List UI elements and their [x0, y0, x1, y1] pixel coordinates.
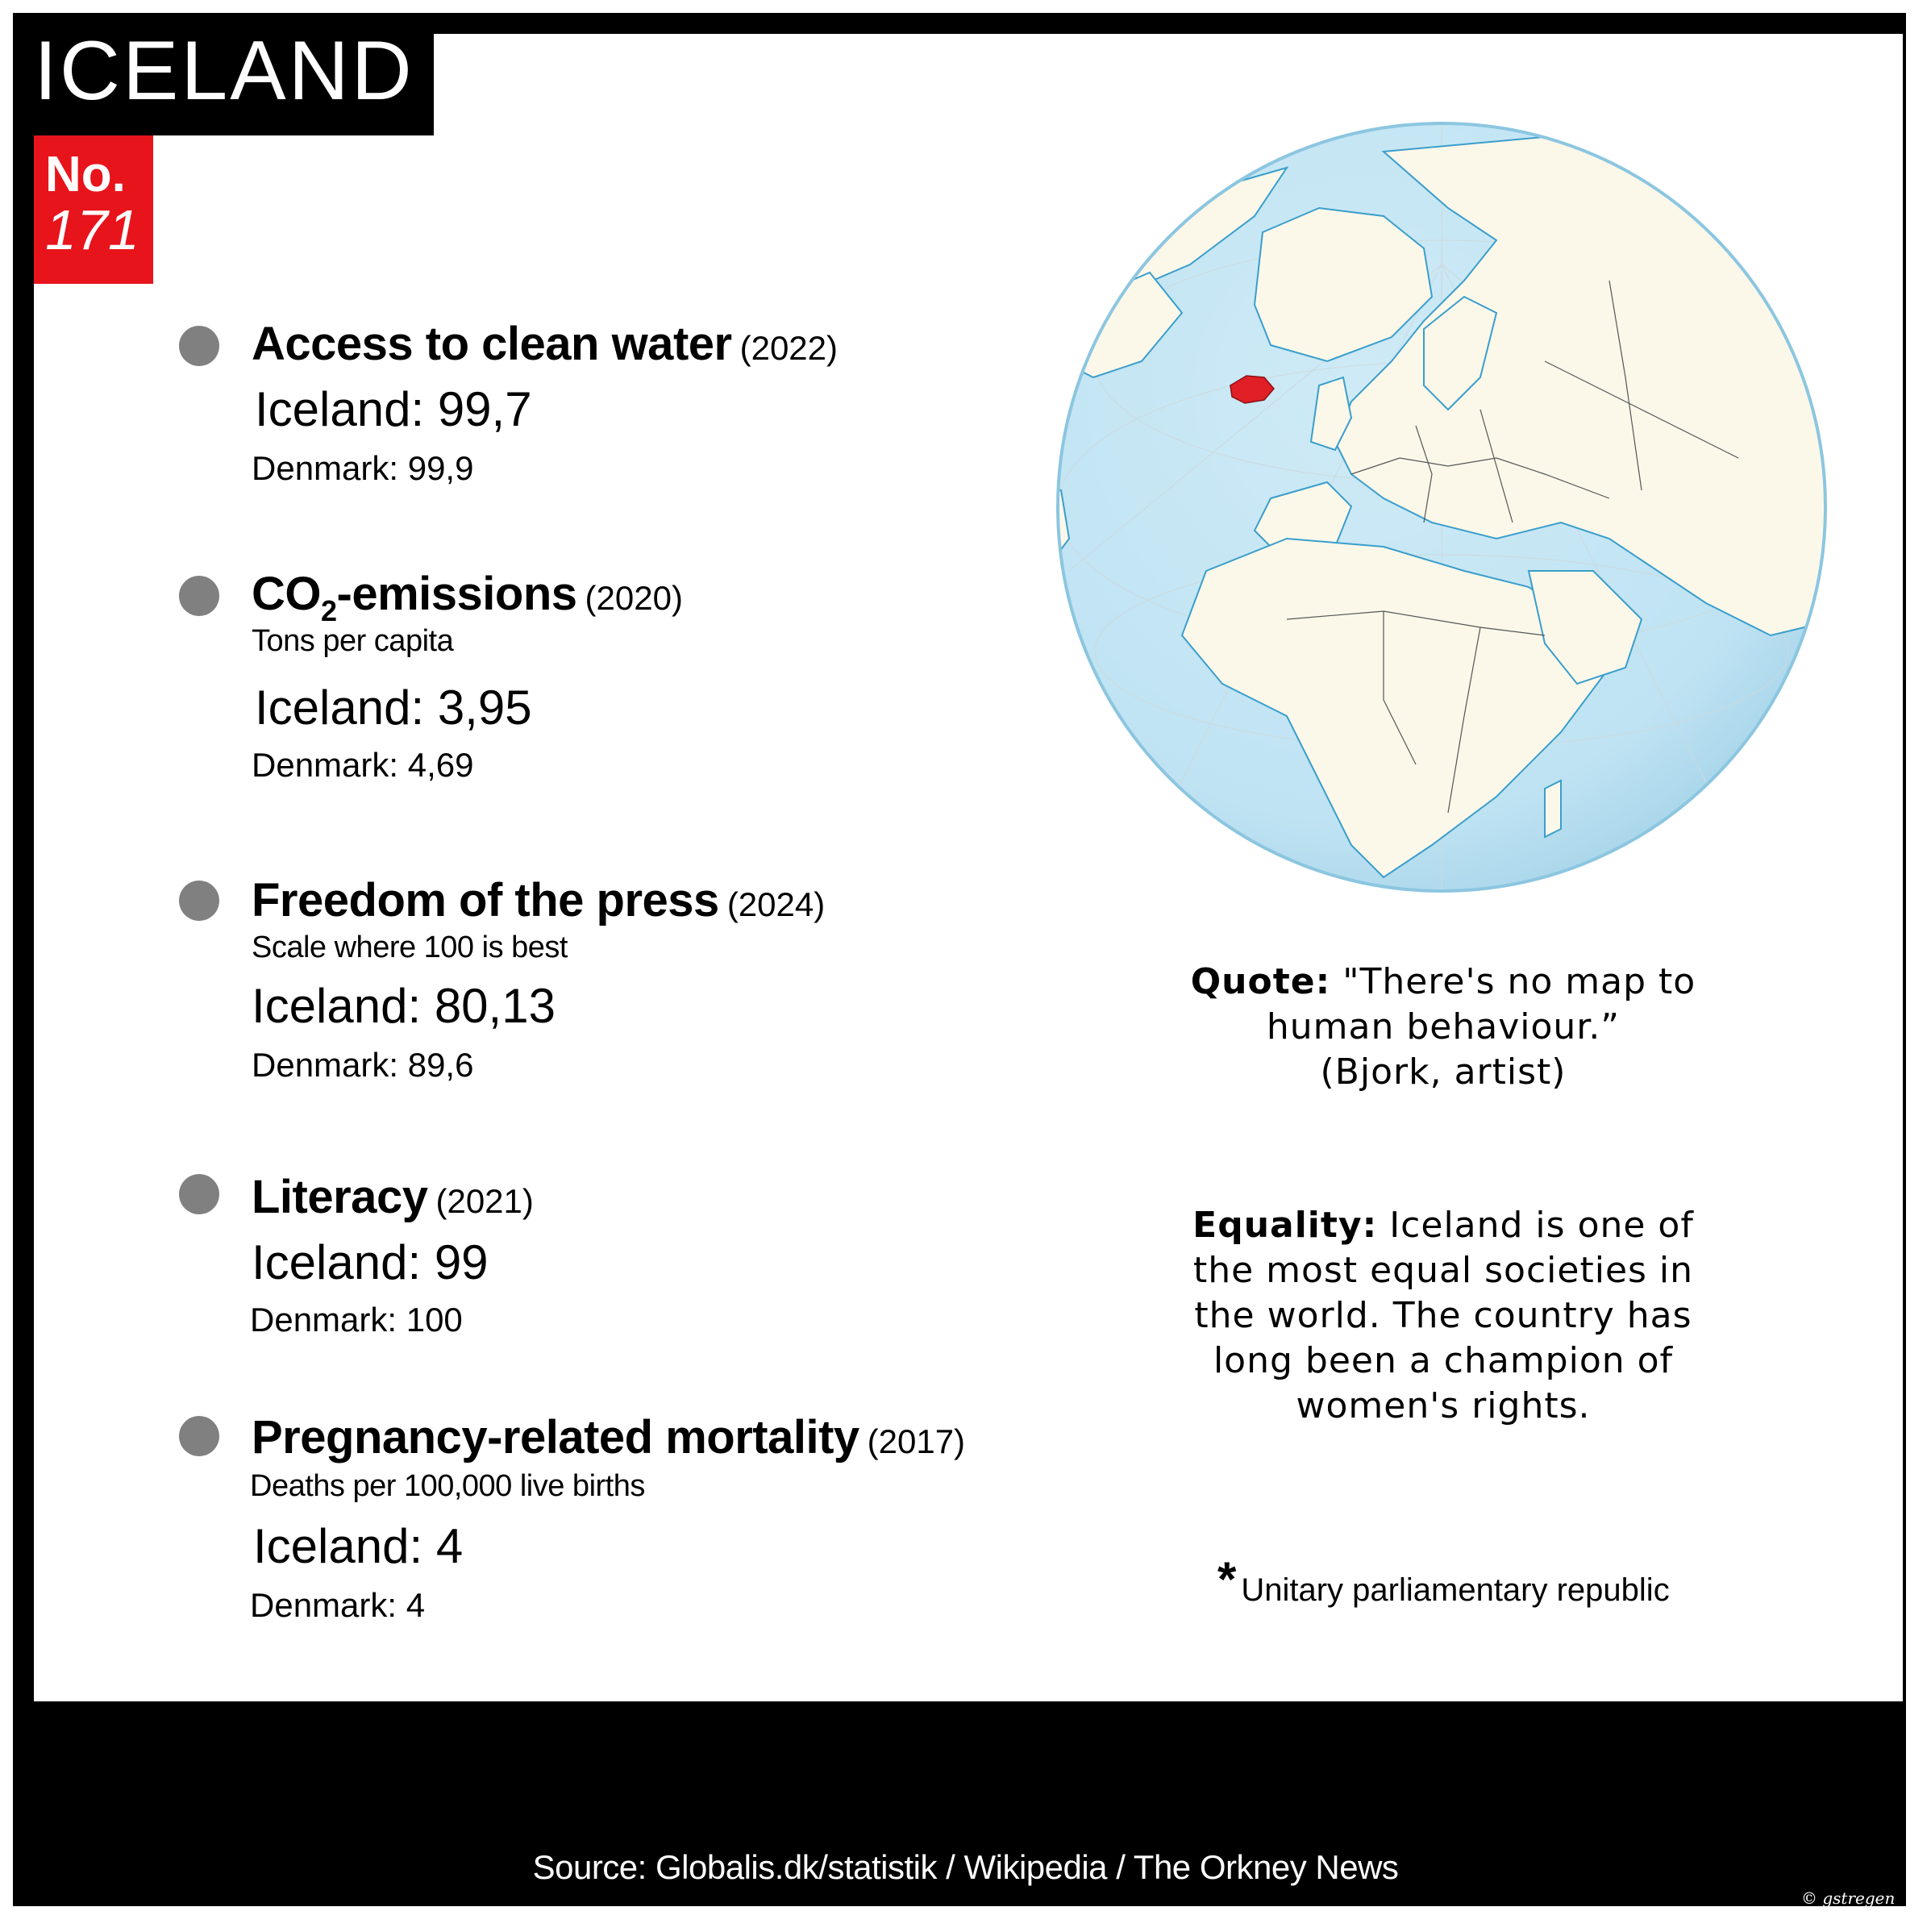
badge-label: No. [45, 147, 126, 202]
denmark-value: Denmark: 100 [250, 1301, 463, 1339]
bullet-icon [179, 1416, 219, 1456]
stat-title: Freedom of the press [252, 874, 719, 926]
bullet-icon [179, 326, 219, 366]
quote-label: Quote: [1190, 961, 1331, 1002]
stat-year: (2024) [726, 885, 826, 923]
iceland-value: Iceland: 99,7 [255, 382, 532, 436]
stat-year: (2020) [585, 579, 683, 617]
equality-text: Iceland is one of the most equal societies in the world. The country has long been a champion of women's rights. [1192, 1205, 1694, 1426]
badge-number: 171 [45, 198, 139, 261]
footnote [1217, 1552, 1670, 1612]
iceland-value: Iceland: 99 [252, 1235, 489, 1289]
stat-heading [252, 874, 826, 926]
denmark-value: Denmark: 4,69 [252, 746, 474, 784]
stat-title: Access to clean water [252, 318, 732, 370]
stat-year: (2017) [867, 1422, 966, 1460]
quote-text-line2: human behaviour.” [1266, 1006, 1621, 1047]
denmark-value: Denmark: 89,6 [252, 1046, 474, 1084]
quote-block [1145, 960, 1742, 1095]
bullet-icon [179, 881, 219, 921]
iceland-value: Iceland: 4 [253, 1519, 464, 1573]
denmark-value: Denmark: 4 [250, 1586, 426, 1624]
bullet-icon [179, 576, 219, 616]
stat-year: (2022) [739, 329, 838, 367]
equality-block [1161, 1203, 1725, 1429]
quote-text-line1: "There's no map to [1342, 961, 1696, 1002]
signature: © gstregen [1801, 1888, 1896, 1908]
asterisk-icon: * [1217, 1552, 1237, 1606]
quote-attribution: (Bjork, artist) [1320, 1051, 1567, 1093]
denmark-value: Denmark: 99,9 [252, 449, 474, 487]
globe-illustration [1045, 119, 1838, 895]
iceland-value: Iceland: 80,13 [252, 979, 556, 1033]
iceland-value: Iceland: 3,95 [255, 681, 532, 735]
bullet-icon [179, 1174, 219, 1214]
footnote-text: Unitary parliamentary republic [1241, 1572, 1670, 1608]
page-title: ICELAND [34, 24, 414, 118]
stat-heading [252, 318, 838, 370]
stat-title: Literacy [252, 1171, 428, 1223]
stat-heading [252, 1411, 966, 1464]
stat-year: (2021) [435, 1182, 534, 1220]
stat-subtitle: Tons per capita [252, 624, 454, 658]
stat-heading [252, 1171, 534, 1223]
number-badge [34, 135, 153, 284]
equality-label: Equality: [1192, 1205, 1378, 1246]
stat-subtitle: Scale where 100 is best [252, 931, 568, 964]
globe-map [1045, 119, 1838, 895]
stat-heading [252, 568, 683, 627]
source-line: Source: Globalis.dk/statistik / Wikipedia / The Orkney News [532, 1848, 1399, 1886]
stat-subtitle: Deaths per 100,000 live births [250, 1469, 645, 1503]
title-box [13, 13, 434, 135]
stat-title: Pregnancy-related mortality [252, 1411, 859, 1464]
stat-title: $CO_2$-emissions [252, 568, 577, 627]
